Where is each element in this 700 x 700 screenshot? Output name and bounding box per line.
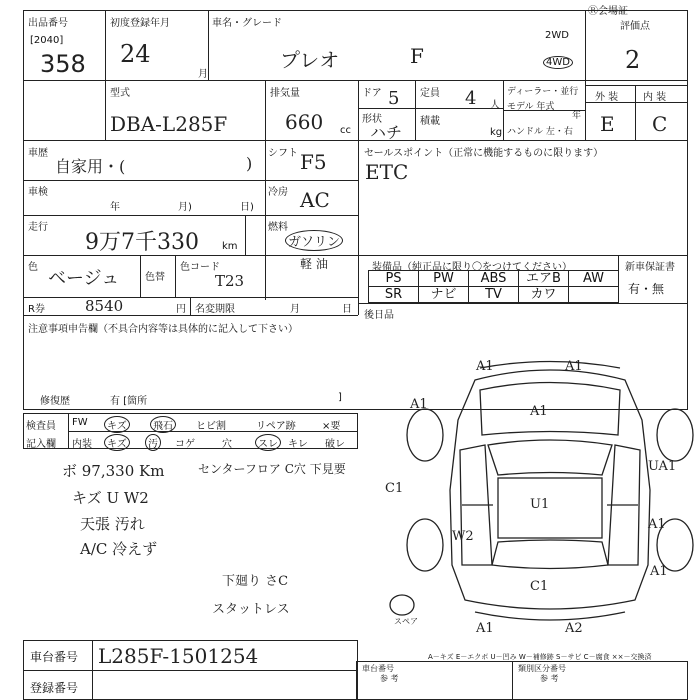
diagram-mark-a1-right: A1 xyxy=(648,517,666,532)
repair-value: 有 [箇所 xyxy=(110,396,148,407)
warranty-label: 新車保証書 xyxy=(625,262,675,273)
mileage-label: 走行 xyxy=(28,222,48,233)
int-insp-label: 内装 xyxy=(72,439,92,450)
mileage: 9万7千330 xyxy=(85,230,199,255)
seats-label: 定員 xyxy=(420,88,440,99)
fw-label: FW xyxy=(72,417,88,428)
diagram-mark-a1-front: A1 xyxy=(476,359,494,374)
model-label: 型式 xyxy=(110,88,130,99)
ref-label-1: 車台番号 xyxy=(362,664,394,673)
equip-pw: PW xyxy=(419,271,469,287)
grade: F xyxy=(410,44,424,68)
ref-label-4: 参 考 xyxy=(540,674,559,683)
first-reg-label: 初度登録年月 xyxy=(110,18,170,29)
diagram-mark-a1-front-right: A1 xyxy=(565,359,583,374)
r-value: 8540 xyxy=(85,297,124,315)
note-4: A/C 冷えず xyxy=(80,540,158,558)
fw-item-5: ×要 xyxy=(322,421,341,432)
shift-label: シフト xyxy=(268,148,298,159)
score: 2 xyxy=(625,46,641,74)
equip-blank xyxy=(569,287,619,303)
meigi-label: 名変期限 xyxy=(195,304,235,315)
int-item-2: 汚 xyxy=(145,434,161,451)
diagram-mark-a1-left: A1 xyxy=(410,397,428,412)
model-year-label: モデル 年式 xyxy=(507,102,555,112)
equip-leather: カワ xyxy=(519,287,569,303)
fw-item-3: ヒビ割 xyxy=(196,421,226,432)
name-label: 車名・グレード xyxy=(212,18,282,29)
diagram-mark-u1: U1 xyxy=(530,497,550,512)
month-unit: 月 xyxy=(198,69,208,80)
meigi-day: 日 xyxy=(342,304,352,315)
equip-airbag: エアB xyxy=(519,271,569,287)
car-name: プレオ xyxy=(280,48,340,72)
fw-item-4: リペア跡 xyxy=(256,421,296,432)
reg-label: 登録番号 xyxy=(30,681,79,695)
yen-unit: 円 xyxy=(176,304,186,315)
int-score: C xyxy=(652,112,668,136)
inspector-label1: 検査員 xyxy=(26,421,56,432)
sales-label: セールスポイント（正常に機能するものに限ります） xyxy=(364,148,604,159)
seats: 4 xyxy=(465,88,477,109)
spare-label: スペア xyxy=(394,617,418,626)
km-unit: km xyxy=(222,241,238,252)
badge: Ⓡ会場証 xyxy=(588,6,628,17)
ext-score: E xyxy=(600,112,615,136)
door-label: ドア xyxy=(362,88,382,99)
fuel: ガソリン xyxy=(285,230,343,251)
doors: 5 xyxy=(388,88,400,109)
diagram-mark-w2: W2 xyxy=(452,529,474,544)
int-label: 内 装 xyxy=(643,92,667,103)
under-note-1: 下廻り さC xyxy=(222,574,289,589)
first-reg-year: 24 xyxy=(120,40,151,68)
insp-day: 日) xyxy=(240,202,254,213)
note-2: キズ U W2 xyxy=(72,489,149,507)
equip-abs: ABS xyxy=(469,271,519,287)
diagram-mark-a1-rear-right: A1 xyxy=(650,564,668,579)
warranty-value: 有・無 xyxy=(628,282,665,296)
int-item-1: キズ xyxy=(104,434,130,451)
note-3: 天張 汚れ xyxy=(80,515,145,533)
under-note-2: スタットレス xyxy=(212,602,290,617)
inspection-label: 車検 xyxy=(28,187,48,198)
insp-month: 月) xyxy=(178,202,192,213)
equip-aw: AW xyxy=(569,271,619,287)
use-label: 車歴 xyxy=(28,148,48,159)
int-item-7: 破レ xyxy=(325,439,345,450)
equip-label: 装備品（純正品に限り〇をつけてください） xyxy=(372,262,572,273)
diagram-mark-a1-hood: A1 xyxy=(530,404,548,419)
diagram-mark-c1-left: C1 xyxy=(385,481,404,496)
int-item-3: コゲ xyxy=(175,439,195,450)
int-item-6: キレ xyxy=(288,439,308,450)
shape: ハチ xyxy=(370,123,403,142)
inspector-label2: 記入欄 xyxy=(26,439,56,450)
r-label: R券 xyxy=(28,304,45,315)
insp-year: 年 xyxy=(110,202,120,213)
equip-grid xyxy=(368,270,619,303)
ac: AC xyxy=(300,188,330,212)
lot-number: 358 xyxy=(40,50,86,78)
cc-unit: cc xyxy=(340,125,351,136)
use-close: ) xyxy=(246,154,253,173)
chassis-label: 車台番号 xyxy=(30,650,79,664)
shape-label: 形状 xyxy=(362,114,382,125)
ext-label: 外 装 xyxy=(595,92,619,103)
equip-ps: PS xyxy=(369,271,419,287)
dealer-label: ディーラー・並行 xyxy=(507,87,579,97)
sales-point: ETC xyxy=(365,160,409,184)
fuel-alt: 軽 油 xyxy=(300,257,328,271)
int-item-5: スレ xyxy=(255,434,281,451)
note-1: ボ 97,330 Km xyxy=(62,462,165,480)
fw-item-2: 飛石 xyxy=(150,416,176,433)
note-right: センターフロア C穴 下見要 xyxy=(198,462,346,476)
seats-unit: 人 xyxy=(490,100,500,111)
displacement-label: 排気量 xyxy=(270,88,300,99)
lot-label: 出品番号 xyxy=(28,18,68,29)
diagram-mark-c1-rear: C1 xyxy=(530,579,549,594)
equip-sr: SR xyxy=(369,287,419,303)
load-label: 積載 xyxy=(420,116,440,127)
car-diagram xyxy=(380,350,700,640)
ref-label-2: 参 考 xyxy=(380,674,399,683)
diagram-mark-a2: A2 xyxy=(565,621,583,636)
kg-unit: kg xyxy=(490,127,503,138)
meigi-month: 月 xyxy=(290,304,300,315)
displacement: 660 xyxy=(285,110,324,134)
fw-item-1: キズ xyxy=(104,416,130,433)
drive-4wd: 4WD xyxy=(543,56,573,69)
equip-navi: ナビ xyxy=(419,287,469,303)
color-code-label: 色コード xyxy=(180,262,220,273)
year-unit: 年 xyxy=(572,111,582,121)
ref-label-3: 類別区分番号 xyxy=(518,664,566,673)
score-label: 評価点 xyxy=(620,21,650,32)
color-value: ベージュ xyxy=(48,268,120,289)
ac-label: 冷房 xyxy=(268,187,288,198)
chassis: L285F-1501254 xyxy=(98,644,259,668)
lot-bracket: [2040] xyxy=(30,35,64,46)
diagram-mark-a1-rear: A1 xyxy=(476,621,494,636)
aftermarket-label: 後日品 xyxy=(364,310,394,321)
color-label: 色 xyxy=(28,262,38,273)
use-value: 自家用・( xyxy=(55,157,126,176)
fuel-label: 燃料 xyxy=(268,222,288,233)
notes-label: 注意事項申告欄（不具合内容等は具体的に記入して下さい） xyxy=(28,324,298,335)
color-no-label: 色替 xyxy=(145,272,165,283)
handle-label: ハンドル 左・右 xyxy=(507,127,573,137)
repair-label: 修復歴 xyxy=(40,396,70,407)
shift: F5 xyxy=(300,150,327,174)
legend: A－キズ E－エクボ U－凹み W－補修跡 S－サビ C－腐食 ××－交換済 xyxy=(428,653,652,661)
equip-tv: TV xyxy=(469,287,519,303)
model: DBA-L285F xyxy=(110,112,228,136)
drive-2wd: 2WD xyxy=(545,30,569,41)
color-code: T23 xyxy=(215,272,245,290)
repair-close: ] xyxy=(338,392,342,403)
int-item-4: 穴 xyxy=(222,439,232,450)
diagram-mark-ua1: UA1 xyxy=(648,459,677,474)
